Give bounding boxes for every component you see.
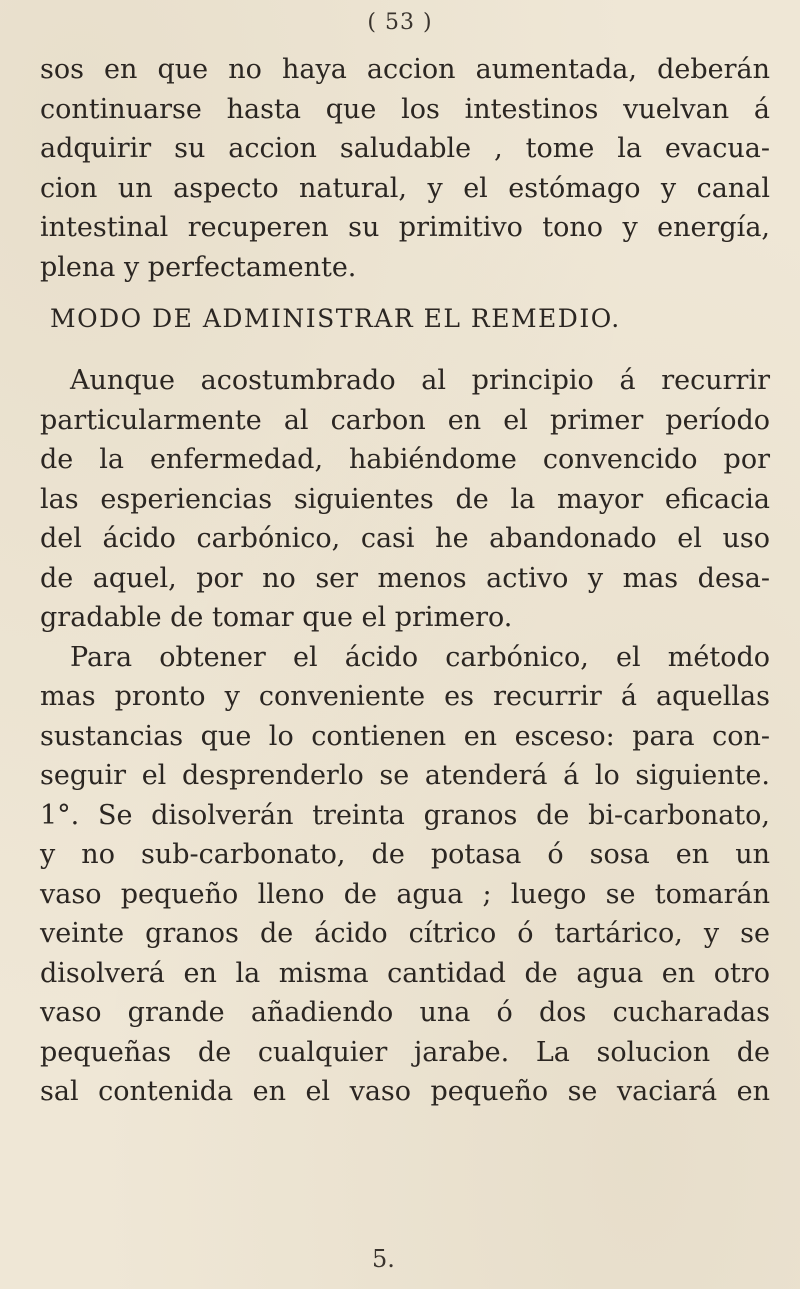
text-line: del ácido carbónico, casi he abandonado el uso bbox=[40, 523, 770, 554]
text-line: mas pronto y conveniente es recurrir á aquellas bbox=[40, 681, 770, 712]
body-text bbox=[40, 50, 770, 1112]
text-line: de la enfermedad, habiéndome convencido por bbox=[40, 444, 770, 475]
text-line: plena y perfectamente. bbox=[40, 251, 357, 283]
text-line: y no sub-carbonato, de potasa ó sosa en un bbox=[40, 839, 770, 870]
paragraph-continuation bbox=[40, 50, 770, 287]
paragraph-para-obtener bbox=[40, 638, 770, 1112]
text-line: seguir el desprenderlo se atenderá á lo siguiente. bbox=[40, 760, 770, 791]
text-line: continuarse hasta que los intestinos vuelvan á bbox=[40, 93, 770, 125]
text-line: sustancias que lo contienen en esceso: para con- bbox=[40, 720, 770, 752]
text-line: intestinal recuperen su primitivo tono y energía, bbox=[40, 212, 770, 243]
text-line: Aunque acostumbrado al principio á recurrir bbox=[70, 365, 770, 396]
paragraph-aunque bbox=[40, 361, 770, 638]
text-line: gradable de tomar que el primero. bbox=[40, 602, 513, 633]
text-line: adquirir su accion saludable , tome la evacua- bbox=[40, 133, 770, 164]
text-line: sal contenida en el vaso pequeño se vaciará en bbox=[40, 1076, 770, 1107]
text-line: 1°. Se disolverán treinta granos de bi-carbonato, bbox=[40, 799, 770, 831]
signature-mark: 5. bbox=[372, 1245, 395, 1273]
heading-spacer bbox=[40, 343, 770, 361]
text-line: vaso grande añadiendo una ó dos cucharadas bbox=[40, 997, 770, 1028]
text-line: pequeñas de cualquier jarabe. La solucion de bbox=[40, 1036, 770, 1068]
text-line: veinte granos de ácido cítrico ó tartárico, y se bbox=[40, 918, 770, 949]
text-line: disolverá en la misma cantidad de agua en otro bbox=[40, 957, 770, 989]
page-number: ( 53 ) bbox=[367, 10, 433, 35]
text-line: sos en que no haya accion aumentada, deberán bbox=[40, 54, 770, 85]
text-line: particularmente al carbon en el primer período bbox=[40, 404, 770, 436]
text-line: las esperiencias siguientes de la mayor eficacia bbox=[40, 483, 770, 515]
text-line: vaso pequeño lleno de agua ; luego se tomarán bbox=[40, 878, 770, 910]
text-line: Para obtener el ácido carbónico, el método bbox=[70, 641, 770, 673]
text-line: cion un aspecto natural, y el estómago y canal bbox=[40, 172, 770, 204]
section-heading: MODO DE ADMINISTRAR EL REMEDIO. bbox=[50, 304, 621, 333]
text-line: de aquel, por no ser menos activo y mas desa- bbox=[40, 562, 770, 594]
